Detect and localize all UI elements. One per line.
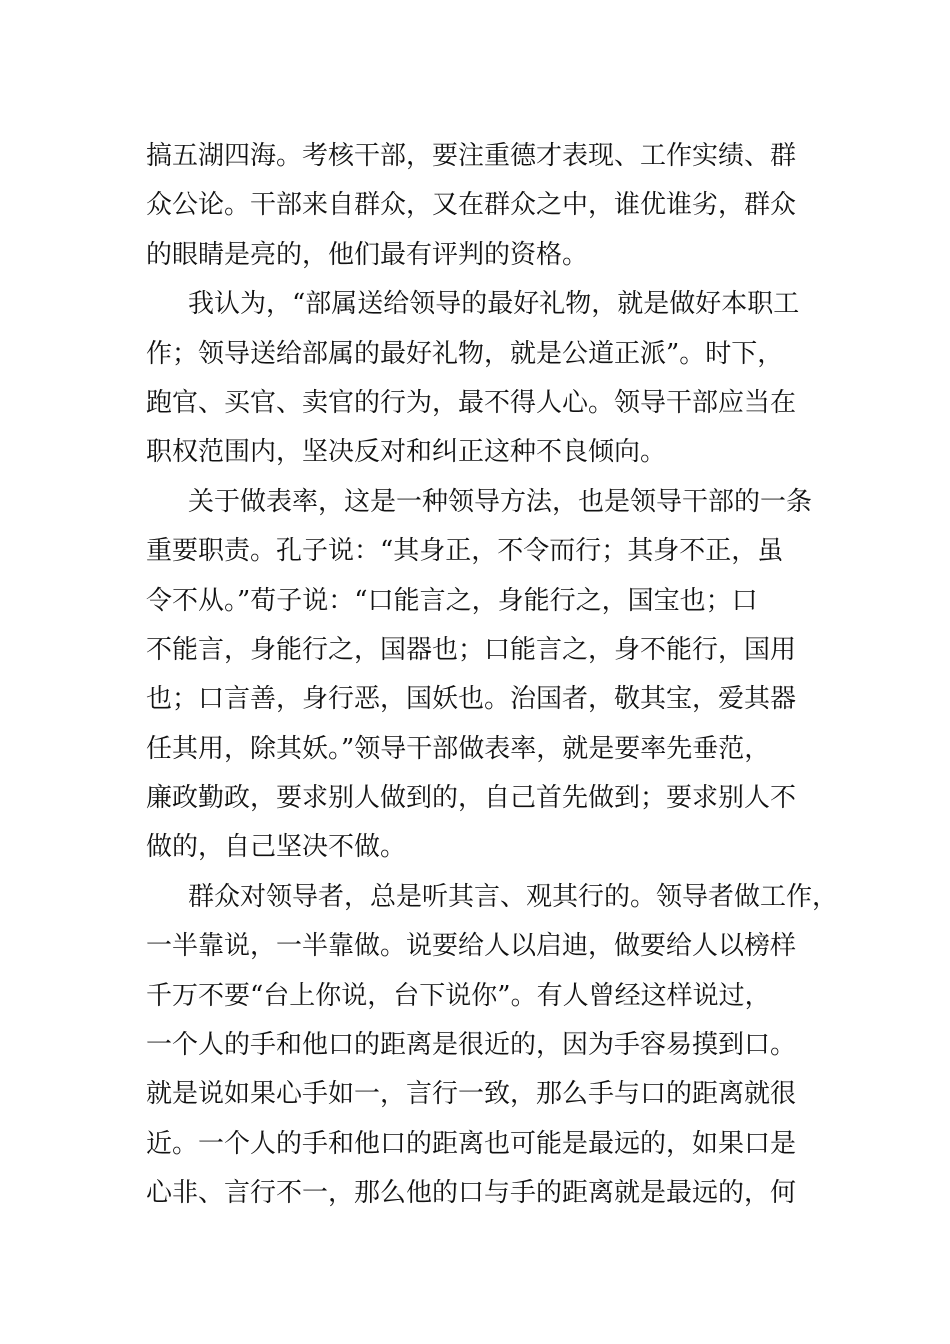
text-line: 群众对领导者，总是听其言、观其行的。领导者做工作， [188, 881, 839, 912]
text-line: 廉政勤政，要求别人做到的，自己首先做到；要求别人不 [146, 783, 797, 814]
text-line: 一半靠说，一半靠做。说要给人以启迪，做要给人以榜样 [146, 931, 797, 962]
text-line: 作；领导送给部属的最好礼物，就是公道正派”。时下， [146, 338, 784, 369]
text-line: 令不从。”荀子说：“口能言之，身能行之，国宝也；口 [146, 585, 758, 616]
text-line: 众公论。干部来自群众，又在群众之中，谁优谁劣，群众 [146, 190, 797, 221]
text-line: 千万不要“台上你说，台下说你”。有人曾经这样说过， [146, 980, 771, 1011]
text-line: 职权范围内，坚决反对和纠正这种不良倾向。 [146, 437, 667, 468]
text-line: 的眼睛是亮的，他们最有评判的资格。 [146, 239, 589, 270]
text-line: 我认为，“部属送给领导的最好礼物，就是做好本职工 [188, 289, 800, 320]
text-line: 心非、言行不一，那么他的口与手的距离就是最远的，何 [146, 1178, 797, 1209]
body-text [146, 132, 846, 1219]
text-line: 做的，自己坚决不做。 [146, 832, 407, 863]
text-line: 重要职责。孔子说：“其身正，不令而行；其身不正，虽 [146, 536, 784, 567]
text-line: 一个人的手和他口的距离是很近的，因为手容易摸到口。 [146, 1030, 797, 1061]
text-line: 任其用，除其妖。”领导干部做表率，就是要率先垂范， [146, 733, 771, 764]
text-line: 也；口言善，身行恶，国妖也。治国者，敬其宝，爱其器 [146, 684, 797, 715]
text-line: 就是说如果心手如一，言行一致，那么手与口的距离就很 [146, 1079, 797, 1110]
text-line: 搞五湖四海。考核干部，要注重德才表现、工作实绩、群 [146, 141, 797, 171]
text-line: 关于做表率，这是一种领导方法，也是领导干部的一条 [188, 486, 813, 517]
text-line: 不能言，身能行之，国器也；口能言之，身不能行，国用 [146, 634, 797, 665]
text-line: 跑官、买官、卖官的行为，最不得人心。领导干部应当在 [146, 387, 797, 418]
text-line: 近。一个人的手和他口的距离也可能是最远的，如果口是 [146, 1128, 797, 1159]
